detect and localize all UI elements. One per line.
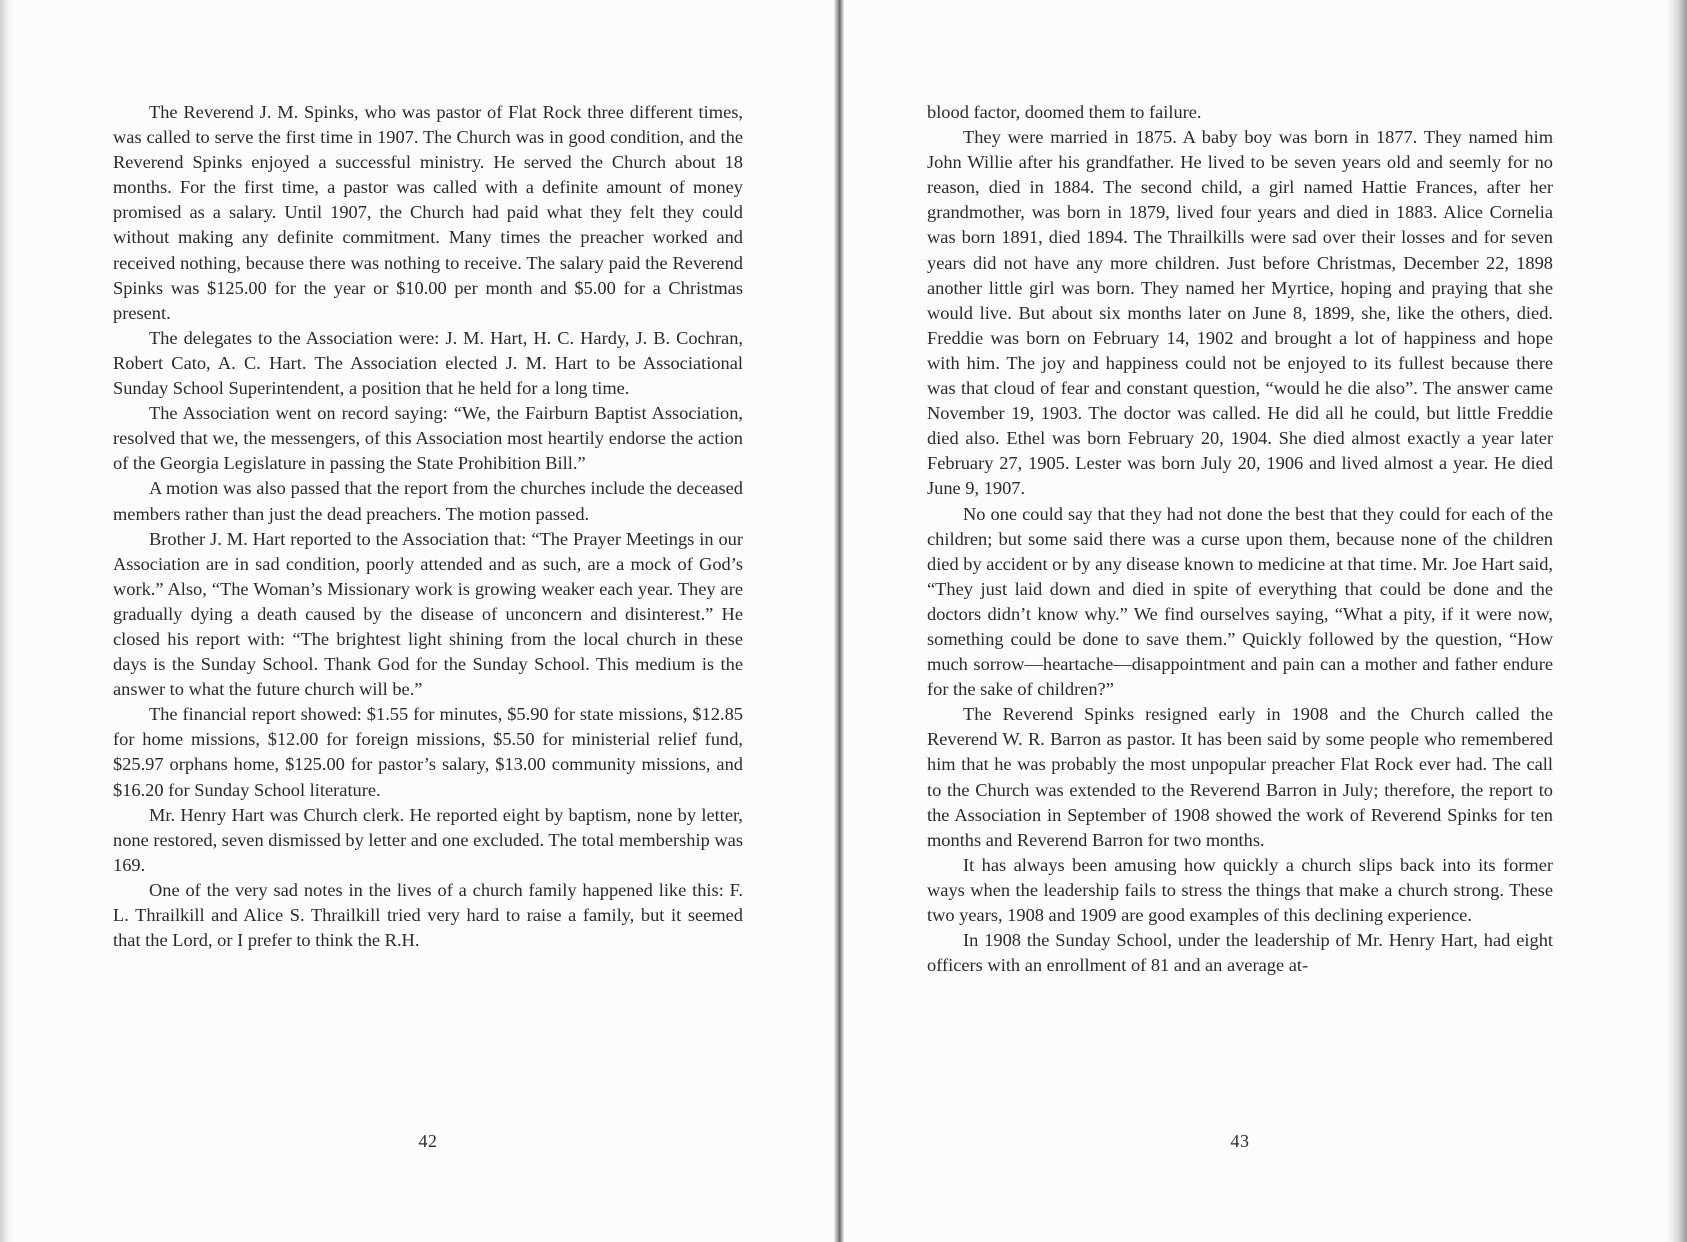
left-page-text [113,100,743,953]
paragraph: In 1908 the Sunday School, under the leadership of Mr. Henry Hart, had eight officers with an enrollment of 81 and an average at- [927,930,1553,976]
page-edge-left [0,0,14,1242]
book-gutter [834,0,844,1242]
paragraph: It has always been amusing how quickly a church slips back into its former ways when the leadership fails to stress the things that make a church strong. These two years, 1908 and 1909 are good examples of this declining experience. [927,854,1553,925]
left-page [113,0,743,1242]
paragraph: Brother J. M. Hart reported to the Association that: “The Prayer Meetings in our Association are in sad condition, poorly attended and as such, are a mock of God’s work.” Also, “The Woman’s Missionary work is growing weaker each year. They are gradually dying a death caused by the disease of unconcern and disinterest.” He closed his report with: “The brightest light shining from the local church in these days is the Sunday School. Thank God for the Sunday School. This medium is the answer to what the future church will be.” [113,528,743,700]
continued-paragraph: blood factor, doomed them to failure. [927,102,1202,122]
paragraph: Mr. Henry Hart was Church clerk. He reported eight by baptism, none by letter, none restored, seven dismissed by letter and one excluded. The total membership was 169. [113,804,743,875]
paragraph: The Reverend Spinks resigned early in 1908 and the Church called the Reverend W. R. Barron as pastor. It has been said by some people who remembered him that he was probably the most unpopular preacher Flat Rock ever had. The call to the Church was extended to the Reverend Barron in July; therefore, the report to the Association in September of 1908 showed the work of Reverend Spinks for ten months and Reverend Barron for two months. [927,704,1553,850]
paragraph: The Reverend J. M. Spinks, who was pastor of Flat Rock three different times, was called to serve the first time in 1907. The Church was in good condition, and the Reverend Spinks enjoyed a successful ministry. He served the Church about 18 months. For the first time, a pastor was called with a definite amount of money promised as a salary. Until 1907, the Church had paid what they felt they could without making any definite commitment. Many times the preacher worked and received nothing, because there was nothing to receive. The salary paid the Reverend Spinks was $125.00 for the year or $10.00 per month and $5.00 for a Christmas present. [113,102,743,323]
paragraph: No one could say that they had not done the best that they could for each of the children; but some said there was a curse upon them, because none of the children died by accident or by any disease known to medicine at that time. Mr. Joe Hart said, “They just laid down and died in spite of everything that could be done and the doctors didn’t know why.” We find ourselves saying, “What a pity, if it were now, something could be done to save them.” Quickly followed by the question, “How much sorrow—heartache—disappointment and pain can a mother and father endure for the sake of children?” [927,503,1553,700]
page-number: 42 [418,1131,438,1151]
page-edge-right [1665,0,1687,1242]
paragraph: A motion was also passed that the report from the churches include the deceased members rather than just the dead preachers. The motion passed. [113,478,743,524]
page-number: 43 [1230,1131,1250,1151]
paragraph: The financial report showed: $1.55 for minutes, $5.90 for state missions, $12.85 for home missions, $12.00 for foreign missions, $5.50 for ministerial relief fund, $25.97 orphans home, $125.00 for pastor’s salary, $13.00 community missions, and $16.20 for Sunday School literature. [113,704,743,800]
paragraph: The Association went on record saying: “We, the Fairburn Baptist Association, resolved that we, the messengers, of this Association most heartily endorse the action of the Georgia Legislature in passing the State Prohibition Bill.” [113,403,743,474]
right-page [927,0,1553,1242]
paragraph: The delegates to the Association were: J. M. Hart, H. C. Hardy, J. B. Cochran, Robert Cato, A. C. Hart. The Association elected J. M. Hart to be Associational Sunday School Superintendent, a position that he held for a long time. [113,327,743,399]
paragraph: One of the very sad notes in the lives of a church family happened like this: F. L. Thrailkill and Alice S. Thrailkill tried very hard to raise a family, but it seemed that the Lord, or I prefer to think the R.H. [113,879,743,951]
paragraph: They were married in 1875. A baby boy was born in 1877. They named him John Willie after his grandfather. He lived to be seven years old and seemly for no reason, died in 1884. The second child, a girl named Hattie Frances, after her grandmother, was born in 1879, lived four years and died in 1883. Alice Cornelia was born 1891, died 1894. The Thrailkills were sad over their losses and for seven years did not have any more children. Just before Christmas, December 22, 1898 another little girl was born. They named her Myrtice, hoping and praying that she would live. But about six months later on June 8, 1899, she, like the others, died. Freddie was born on February 14, 1902 and brought a lot of happiness and hope with him. The joy and happiness could not be enjoyed to its fullest because there was that cloud of fear and constant question, “would he die also”. The answer came November 19, 1903. The doctor was called. He did all he could, but little Freddie died also. Ethel was born February 20, 1904. She died almost exactly a year later February 27, 1905. Lester was born July 20, 1906 and lived almost a year. He died June 9, 1907. [927,127,1553,499]
right-page-text [927,100,1553,978]
